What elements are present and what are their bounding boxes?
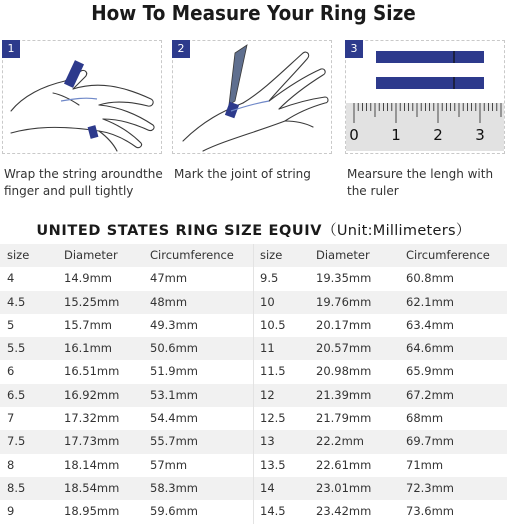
step-1-caption: Wrap the string aroundthe finger and pull tightly	[4, 167, 163, 198]
cell-circumference-left: 54.4mm	[150, 411, 199, 426]
cell-diameter-left: 14.9mm	[64, 271, 113, 286]
table-row	[0, 314, 507, 337]
cell-diameter-left: 15.25mm	[64, 294, 120, 309]
cell-circumference-right: 73.6mm	[406, 504, 455, 519]
header-circumference-right: Circumference	[406, 248, 490, 262]
table-row	[0, 500, 507, 523]
cell-circumference-right: 69.7mm	[406, 434, 455, 449]
cell-circumference-left: 51.9mm	[150, 364, 199, 379]
ruler-label-1: 1	[391, 126, 401, 144]
page-title: How To Measure Your Ring Size	[91, 1, 416, 25]
ruler-label-2: 2	[433, 126, 443, 144]
cell-diameter-left: 18.95mm	[64, 504, 120, 519]
cell-size-left: 6	[7, 364, 15, 379]
cell-circumference-right: 68mm	[406, 411, 444, 426]
cell-circumference-right: 63.4mm	[406, 317, 455, 332]
cell-circumference-right: 71mm	[406, 457, 444, 472]
step-2-number-badge: 2	[172, 40, 190, 58]
column-divider	[253, 314, 254, 337]
cell-circumference-left: 58.3mm	[150, 480, 199, 495]
cell-circumference-left: 50.6mm	[150, 341, 199, 356]
cell-size-left: 7	[7, 411, 15, 426]
cell-size-right: 14	[260, 480, 275, 495]
column-divider	[253, 454, 254, 477]
cell-circumference-right: 62.1mm	[406, 294, 455, 309]
cell-diameter-right: 23.01mm	[316, 480, 372, 495]
step-3-panel	[345, 40, 505, 196]
cell-size-left: 7.5	[7, 434, 26, 449]
cell-size-right: 11.5	[260, 364, 286, 379]
cell-circumference-left: 53.1mm	[150, 387, 199, 402]
cell-size-right: 12.5	[260, 411, 286, 426]
table-header-row	[0, 244, 507, 267]
cell-size-left: 9	[7, 504, 15, 519]
cell-diameter-right: 20.98mm	[316, 364, 372, 379]
column-divider	[253, 384, 254, 407]
table-row	[0, 384, 507, 407]
cell-circumference-right: 67.2mm	[406, 387, 455, 402]
hand-string-icon	[3, 41, 162, 154]
cell-diameter-left: 16.1mm	[64, 341, 113, 356]
cell-size-right: 14.5	[260, 504, 286, 519]
ring-size-table	[0, 244, 507, 524]
column-divider	[253, 500, 254, 523]
header-size-left: size	[7, 248, 30, 262]
cell-size-right: 10	[260, 294, 275, 309]
cell-diameter-right: 22.61mm	[316, 457, 372, 472]
step-3-illustration	[345, 40, 505, 154]
column-divider	[253, 244, 254, 267]
column-divider	[253, 477, 254, 500]
header-size-right: size	[260, 248, 283, 262]
cell-circumference-left: 59.6mm	[150, 504, 199, 519]
cell-size-right: 13	[260, 434, 275, 449]
cell-diameter-right: 23.42mm	[316, 504, 372, 519]
column-divider	[253, 291, 254, 314]
header-diameter-right: Diameter	[316, 248, 370, 262]
cell-circumference-right: 60.8mm	[406, 271, 455, 286]
cell-circumference-left: 47mm	[150, 271, 188, 286]
cell-size-left: 5	[7, 317, 15, 332]
header-diameter-left: Diameter	[64, 248, 118, 262]
table-row	[0, 337, 507, 360]
cell-size-left: 4.5	[7, 294, 26, 309]
header-circumference-left: Circumference	[150, 248, 234, 262]
cell-size-left: 6.5	[7, 387, 26, 402]
cell-circumference-right: 64.6mm	[406, 341, 455, 356]
cell-circumference-right: 65.9mm	[406, 364, 455, 379]
cell-size-left: 8.5	[7, 480, 26, 495]
cell-size-right: 10.5	[260, 317, 286, 332]
table-unit: （Unit:Millimeters）	[322, 223, 471, 239]
cell-diameter-left: 18.14mm	[64, 457, 120, 472]
cell-size-right: 11	[260, 341, 275, 356]
table-row	[0, 454, 507, 477]
cell-size-right: 12	[260, 387, 275, 402]
cell-circumference-left: 55.7mm	[150, 434, 199, 449]
cell-diameter-left: 18.54mm	[64, 480, 120, 495]
table-row	[0, 430, 507, 453]
table-row	[0, 477, 507, 500]
cell-size-left: 5.5	[7, 341, 26, 356]
cell-diameter-right: 20.57mm	[316, 341, 372, 356]
cell-diameter-right: 20.17mm	[316, 317, 372, 332]
cell-diameter-right: 19.35mm	[316, 271, 372, 286]
column-divider	[253, 267, 254, 290]
step-1-number-badge: 1	[2, 40, 20, 58]
table-row	[0, 407, 507, 430]
cell-diameter-right: 19.76mm	[316, 294, 372, 309]
cell-circumference-left: 48mm	[150, 294, 188, 309]
cell-size-right: 13.5	[260, 457, 286, 472]
cell-circumference-left: 49.3mm	[150, 317, 199, 332]
ruler-label-0: 0	[349, 126, 359, 144]
step-3-caption: Mearsure the lengh with the ruler	[347, 167, 494, 198]
step-3-number-badge: 3	[345, 40, 363, 58]
string-and-ruler-icon	[346, 41, 505, 154]
cell-size-left: 4	[7, 271, 15, 286]
cell-diameter-right: 21.79mm	[316, 411, 372, 426]
cell-diameter-left: 17.73mm	[64, 434, 120, 449]
cell-diameter-left: 15.7mm	[64, 317, 113, 332]
ruler-label-3: 3	[475, 126, 485, 144]
step-2-caption: Mark the joint of string	[174, 167, 311, 181]
column-divider	[253, 360, 254, 383]
table-row	[0, 360, 507, 383]
cell-diameter-left: 16.51mm	[64, 364, 120, 379]
step-2-panel	[172, 40, 332, 196]
cell-size-right: 9.5	[260, 271, 279, 286]
cell-diameter-left: 16.92mm	[64, 387, 120, 402]
cell-circumference-left: 57mm	[150, 457, 188, 472]
step-1-illustration	[2, 40, 162, 154]
column-divider	[253, 407, 254, 430]
hand-pen-mark-icon	[173, 41, 332, 154]
column-divider	[253, 337, 254, 360]
table-title-text: UNITED STATES RING SIZE EQUIV	[36, 223, 323, 239]
table-row	[0, 267, 507, 290]
step-1-panel	[2, 40, 162, 196]
cell-circumference-right: 72.3mm	[406, 480, 455, 495]
cell-diameter-right: 22.2mm	[316, 434, 365, 449]
cell-diameter-left: 17.32mm	[64, 411, 120, 426]
cell-size-left: 8	[7, 457, 15, 472]
column-divider	[253, 430, 254, 453]
table-title	[0, 219, 507, 240]
table-row	[0, 291, 507, 314]
cell-diameter-right: 21.39mm	[316, 387, 372, 402]
step-2-illustration	[172, 40, 332, 154]
